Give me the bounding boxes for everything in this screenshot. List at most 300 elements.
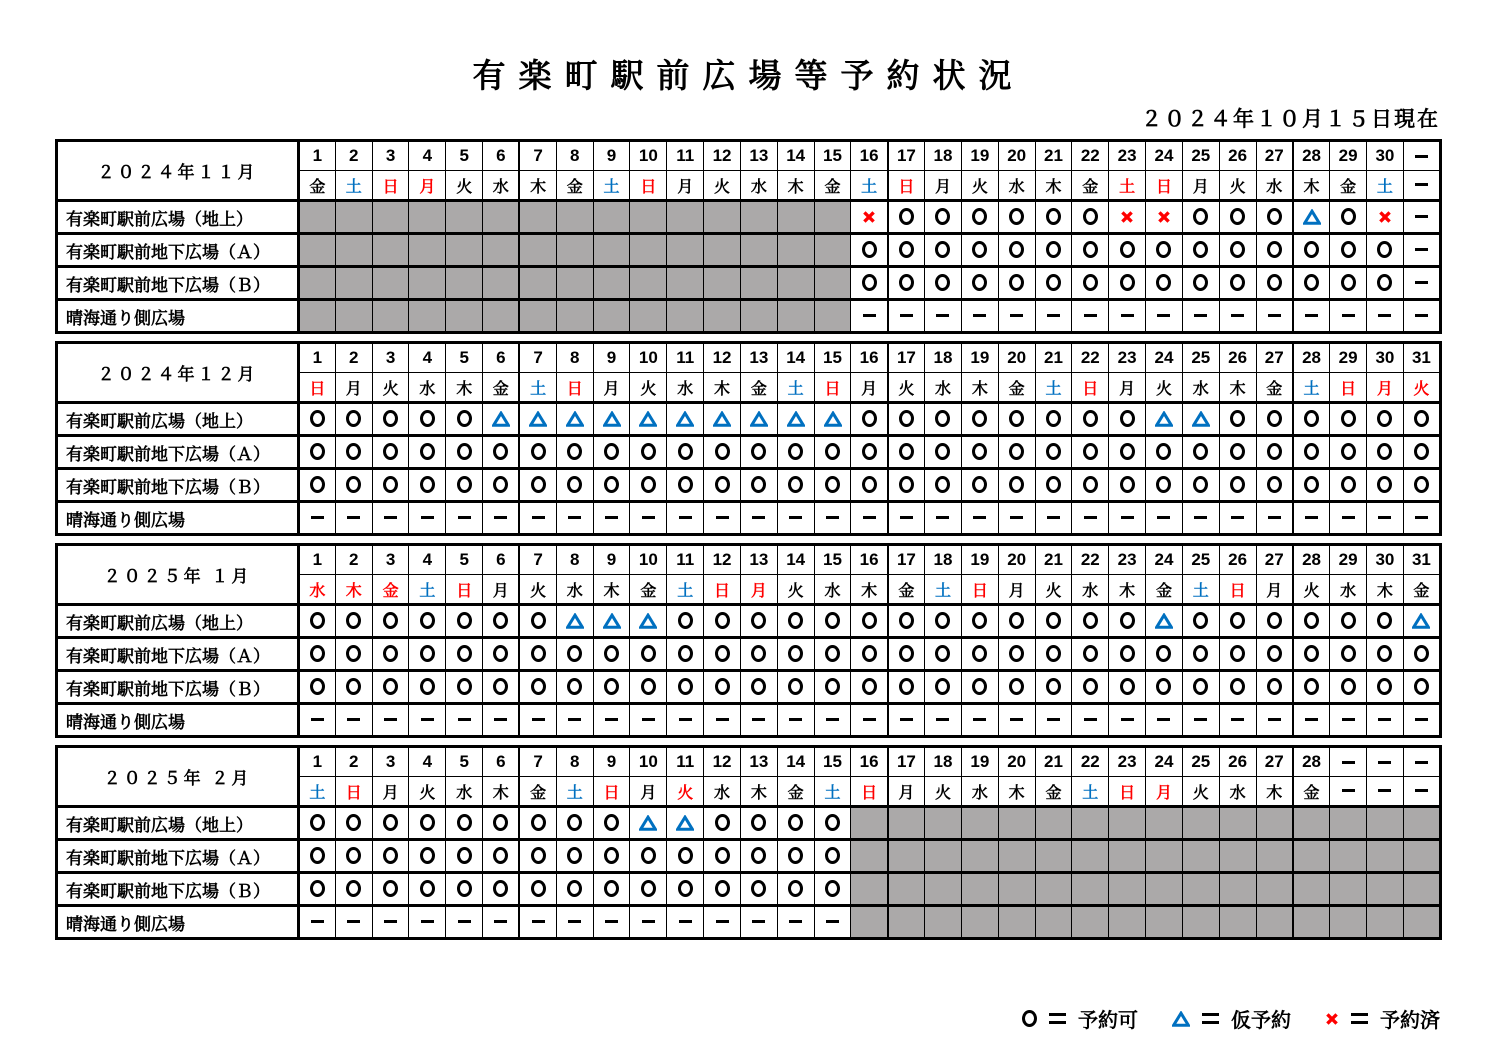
status-cell (1367, 840, 1404, 873)
status-cell (593, 234, 630, 267)
day-of-week-cell: 水 (814, 575, 851, 605)
available-icon (1009, 443, 1024, 460)
status-cell (888, 704, 925, 737)
unavailable-icon (384, 718, 397, 721)
day-of-week-cell: 土 (1182, 575, 1219, 605)
status-cell (925, 704, 962, 737)
status-cell (1035, 201, 1072, 234)
unavailable-icon (605, 718, 618, 721)
day-of-week-cell: 金 (556, 171, 593, 201)
day-of-week-cell: 火 (1219, 171, 1256, 201)
day-of-week-cell: 土 (814, 777, 851, 807)
status-cell (1146, 300, 1183, 333)
day-number-cell: 25 (1182, 141, 1219, 171)
day-of-week-cell: 木 (483, 777, 520, 807)
status-cell (961, 234, 998, 267)
status-cell (335, 300, 372, 333)
available-icon (1267, 274, 1282, 291)
available-icon (1046, 678, 1061, 695)
day-number-cell: 14 (777, 747, 814, 777)
day-number-cell: 21 (1035, 747, 1072, 777)
available-icon (1230, 410, 1245, 427)
day-number-cell: 2 (335, 545, 372, 575)
status-cell (1219, 906, 1256, 939)
available-icon (420, 476, 435, 493)
day-of-week-cell: 日 (1146, 171, 1183, 201)
status-cell (630, 234, 667, 267)
available-icon (1156, 645, 1171, 662)
available-icon (1377, 645, 1392, 662)
status-cell (446, 201, 483, 234)
available-icon (825, 814, 840, 831)
tentative-icon (787, 411, 805, 427)
day-number-cell: 18 (925, 747, 962, 777)
status-cell (777, 502, 814, 535)
day-number-cell: 5 (446, 343, 483, 373)
available-icon (310, 612, 325, 629)
status-cell (1367, 671, 1404, 704)
available-icon (420, 678, 435, 695)
status-cell (888, 201, 925, 234)
day-number-cell: 2 (335, 747, 372, 777)
status-cell (409, 704, 446, 737)
available-icon (899, 612, 914, 629)
status-cell (1182, 403, 1219, 436)
available-icon (1304, 241, 1319, 258)
status-cell (740, 469, 777, 502)
status-cell (925, 300, 962, 333)
status-cell (1072, 469, 1109, 502)
legend-label-reserved: 予約済 (1380, 1010, 1440, 1032)
day-number-cell: 20 (998, 747, 1035, 777)
month-table-2 (55, 341, 1442, 536)
status-cell (593, 267, 630, 300)
venue-label: 晴海通り側広場 (57, 704, 299, 737)
status-cell (1256, 840, 1293, 873)
status-cell (851, 671, 888, 704)
available-icon (420, 443, 435, 460)
status-cell (814, 234, 851, 267)
unavailable-icon (1415, 215, 1428, 218)
status-cell (1367, 300, 1404, 333)
status-cell (299, 436, 336, 469)
available-icon (1341, 476, 1356, 493)
day-number-cell: 12 (704, 747, 741, 777)
day-of-week-cell: 木 (446, 373, 483, 403)
status-cell (1293, 671, 1330, 704)
unavailable-icon (458, 920, 471, 923)
status-cell (409, 201, 446, 234)
status-cell (299, 201, 336, 234)
status-cell (630, 605, 667, 638)
day-of-week-cell: 水 (667, 373, 704, 403)
day-of-week-cell: 水 (1182, 373, 1219, 403)
page-title: 有楽町駅前広場等予約状況 (472, 57, 1025, 94)
day-of-week-cell: 日 (1109, 777, 1146, 807)
status-cell (1146, 502, 1183, 535)
day-of-week-cell: 金 (1072, 171, 1109, 201)
status-cell (1293, 267, 1330, 300)
status-cell (740, 704, 777, 737)
day-of-week-cell: 金 (888, 575, 925, 605)
available-icon (1341, 410, 1356, 427)
day-of-week-cell: 金 (299, 171, 336, 201)
status-cell (998, 704, 1035, 737)
day-of-week-cell: 水 (299, 575, 336, 605)
month-table-3 (55, 543, 1442, 738)
status-cell (556, 267, 593, 300)
available-icon (383, 880, 398, 897)
status-cell (888, 234, 925, 267)
day-of-week-cell: 木 (1256, 777, 1293, 807)
status-cell (335, 906, 372, 939)
status-cell (1367, 873, 1404, 906)
status-cell (630, 403, 667, 436)
legend-item-available (1022, 1004, 1138, 1033)
status-cell (814, 671, 851, 704)
status-cell (556, 704, 593, 737)
available-icon (935, 612, 950, 629)
status-cell (593, 201, 630, 234)
day-number-cell: 13 (740, 545, 777, 575)
day-of-week-cell: 日 (446, 575, 483, 605)
status-cell (814, 469, 851, 502)
available-icon (457, 476, 472, 493)
status-cell (667, 234, 704, 267)
day-number-cell: 16 (851, 545, 888, 575)
status-cell (446, 234, 483, 267)
day-of-week-cell: 月 (483, 575, 520, 605)
day-number-cell: 20 (998, 545, 1035, 575)
status-cell (1403, 436, 1440, 469)
day-number-cell (1367, 747, 1404, 777)
status-cell (446, 300, 483, 333)
status-cell (483, 502, 520, 535)
status-cell (667, 671, 704, 704)
day-number-cell: 30 (1367, 343, 1404, 373)
day-of-week-cell: 火 (961, 171, 998, 201)
status-cell (446, 704, 483, 737)
unavailable-icon (605, 516, 618, 519)
status-cell (446, 807, 483, 840)
available-icon (972, 678, 987, 695)
status-cell (335, 267, 372, 300)
venue-label: 晴海通り側広場 (57, 906, 299, 939)
unavailable-icon (1121, 314, 1134, 317)
status-cell (1330, 201, 1367, 234)
available-icon (1046, 443, 1061, 460)
available-icon (1046, 410, 1061, 427)
status-cell (740, 300, 777, 333)
day-number-cell: 28 (1293, 343, 1330, 373)
status-cell (483, 300, 520, 333)
available-icon (493, 645, 508, 662)
day-of-week-cell: 水 (925, 373, 962, 403)
status-cell (1256, 906, 1293, 939)
unavailable-icon (1084, 314, 1097, 317)
day-number-cell: 16 (851, 141, 888, 171)
status-cell (888, 807, 925, 840)
status-cell (1109, 300, 1146, 333)
day-of-week-cell: 木 (961, 373, 998, 403)
status-cell (335, 638, 372, 671)
status-cell (1035, 704, 1072, 737)
status-cell (740, 267, 777, 300)
available-icon (567, 678, 582, 695)
status-cell (814, 605, 851, 638)
status-cell (519, 201, 556, 234)
unavailable-icon (716, 718, 729, 721)
status-cell (556, 840, 593, 873)
status-cell (1035, 234, 1072, 267)
status-cell (446, 840, 483, 873)
status-cell (519, 873, 556, 906)
day-number-cell: 6 (483, 545, 520, 575)
day-of-week-cell: 金 (1330, 171, 1367, 201)
status-cell (593, 502, 630, 535)
venue-label: 有楽町駅前地下広場（Ｂ） (57, 873, 299, 906)
available-icon (383, 476, 398, 493)
status-cell (335, 704, 372, 737)
unavailable-icon (1121, 718, 1134, 721)
tentative-icon (1155, 613, 1173, 629)
reserved-icon (862, 210, 876, 224)
month-table-4 (55, 745, 1442, 940)
status-cell (998, 906, 1035, 939)
day-number-cell: 9 (593, 141, 630, 171)
day-number-cell: 6 (483, 141, 520, 171)
unavailable-icon (863, 718, 876, 721)
day-of-week-cell: 金 (1403, 575, 1440, 605)
status-cell (446, 502, 483, 535)
day-number-cell: 21 (1035, 141, 1072, 171)
unavailable-icon (826, 516, 839, 519)
status-cell (814, 201, 851, 234)
status-cell (961, 403, 998, 436)
status-cell (593, 671, 630, 704)
status-cell (888, 469, 925, 502)
unavailable-icon (1415, 155, 1428, 158)
status-cell (1256, 234, 1293, 267)
day-number-cell: 22 (1072, 343, 1109, 373)
available-icon (935, 208, 950, 225)
status-cell (851, 436, 888, 469)
unavailable-icon (458, 516, 471, 519)
available-icon (935, 443, 950, 460)
day-of-week-cell: 土 (519, 373, 556, 403)
day-number-cell: 22 (1072, 141, 1109, 171)
status-cell (335, 469, 372, 502)
day-number-cell: 9 (593, 747, 630, 777)
status-cell (888, 605, 925, 638)
status-cell (409, 469, 446, 502)
status-cell (704, 605, 741, 638)
available-icon (457, 410, 472, 427)
available-icon (862, 410, 877, 427)
available-icon (457, 645, 472, 662)
status-cell (704, 638, 741, 671)
day-of-week-cell: 金 (1035, 777, 1072, 807)
available-icon (1083, 476, 1098, 493)
available-icon (678, 880, 693, 897)
reserved-icon (1157, 210, 1171, 224)
available-icon (383, 645, 398, 662)
status-cell (299, 840, 336, 873)
status-cell (299, 605, 336, 638)
available-icon (678, 847, 693, 864)
day-number-cell: 1 (299, 343, 336, 373)
day-of-week-cell: 日 (814, 373, 851, 403)
status-cell (446, 906, 483, 939)
day-of-week-cell: 金 (372, 575, 409, 605)
day-of-week-cell: 土 (925, 575, 962, 605)
unavailable-icon (1378, 789, 1391, 792)
status-cell (409, 873, 446, 906)
status-cell (409, 300, 446, 333)
reserved-icon (1120, 210, 1134, 224)
available-icon (346, 678, 361, 695)
available-icon (1341, 678, 1356, 695)
day-of-week-cell: 月 (740, 575, 777, 605)
available-icon (1377, 612, 1392, 629)
day-of-week-cell (1330, 777, 1367, 807)
status-cell (1293, 502, 1330, 535)
unavailable-icon (1268, 516, 1281, 519)
unavailable-icon (311, 920, 324, 923)
status-cell (630, 201, 667, 234)
available-icon (788, 612, 803, 629)
day-of-week-cell: 土 (1072, 777, 1109, 807)
available-icon (641, 847, 656, 864)
day-number-cell: 4 (409, 747, 446, 777)
day-number-cell: 8 (556, 343, 593, 373)
available-icon (346, 645, 361, 662)
available-icon (310, 814, 325, 831)
available-icon (641, 880, 656, 897)
status-cell (446, 403, 483, 436)
status-cell (1072, 403, 1109, 436)
status-cell (740, 502, 777, 535)
status-cell (519, 267, 556, 300)
day-number-cell: 8 (556, 141, 593, 171)
day-of-week-cell: 月 (1146, 777, 1183, 807)
status-cell (1182, 469, 1219, 502)
status-cell (409, 267, 446, 300)
status-cell (519, 469, 556, 502)
unavailable-icon (642, 718, 655, 721)
available-icon (1120, 476, 1135, 493)
status-cell (1293, 807, 1330, 840)
status-cell (777, 671, 814, 704)
status-cell (299, 906, 336, 939)
unavailable-icon (642, 920, 655, 923)
status-cell (1403, 840, 1440, 873)
status-cell (372, 638, 409, 671)
status-cell (1035, 502, 1072, 535)
status-cell (630, 436, 667, 469)
status-cell (925, 906, 962, 939)
day-of-week-cell: 土 (667, 575, 704, 605)
status-cell (814, 436, 851, 469)
status-cell (1256, 873, 1293, 906)
day-of-week-cell: 木 (1293, 171, 1330, 201)
status-cell (593, 469, 630, 502)
tentative-icon (639, 613, 657, 629)
status-cell (1146, 234, 1183, 267)
status-cell (961, 502, 998, 535)
status-cell (961, 671, 998, 704)
venue-label: 有楽町駅前地下広場（Ａ） (57, 234, 299, 267)
day-number-cell: 24 (1146, 545, 1183, 575)
day-of-week-cell: 金 (814, 171, 851, 201)
month-label: ２０２５年 ２月 (57, 747, 299, 807)
status-cell (1403, 605, 1440, 638)
unavailable-icon (900, 516, 913, 519)
venue-label: 有楽町駅前広場（地上） (57, 201, 299, 234)
status-cell (556, 234, 593, 267)
available-icon (1341, 274, 1356, 291)
available-icon (678, 476, 693, 493)
available-icon (972, 274, 987, 291)
day-of-week-cell: 水 (704, 777, 741, 807)
day-number-cell: 22 (1072, 747, 1109, 777)
day-number-cell: 30 (1367, 545, 1404, 575)
day-number-cell: 18 (925, 545, 962, 575)
day-of-week-cell (1403, 777, 1440, 807)
status-cell (1367, 267, 1404, 300)
unavailable-icon (679, 516, 692, 519)
status-cell (851, 605, 888, 638)
status-cell (667, 267, 704, 300)
status-cell (704, 906, 741, 939)
status-cell (814, 638, 851, 671)
status-cell (593, 906, 630, 939)
day-number-cell: 31 (1403, 545, 1440, 575)
status-cell (961, 704, 998, 737)
available-icon (567, 847, 582, 864)
available-icon (1046, 208, 1061, 225)
unavailable-icon (789, 718, 802, 721)
day-number-cell: 21 (1035, 343, 1072, 373)
unavailable-icon (1157, 314, 1170, 317)
available-icon (678, 645, 693, 662)
day-of-week-cell: 月 (1256, 575, 1293, 605)
tentative-icon (1172, 1011, 1190, 1027)
unavailable-icon (1047, 314, 1060, 317)
status-cell (1330, 704, 1367, 737)
available-icon (457, 880, 472, 897)
available-icon (972, 443, 987, 460)
status-cell (1330, 605, 1367, 638)
available-icon (457, 678, 472, 695)
available-icon (346, 880, 361, 897)
status-cell (1072, 201, 1109, 234)
available-icon (1120, 410, 1135, 427)
available-icon (641, 443, 656, 460)
status-cell (1256, 638, 1293, 671)
status-cell (925, 605, 962, 638)
status-cell (409, 906, 446, 939)
day-number-cell: 10 (630, 747, 667, 777)
status-cell (925, 671, 962, 704)
status-cell (372, 704, 409, 737)
status-cell (777, 906, 814, 939)
status-cell (925, 403, 962, 436)
status-cell (740, 840, 777, 873)
status-cell (1293, 300, 1330, 333)
status-cell (1367, 807, 1404, 840)
available-icon (1341, 612, 1356, 629)
